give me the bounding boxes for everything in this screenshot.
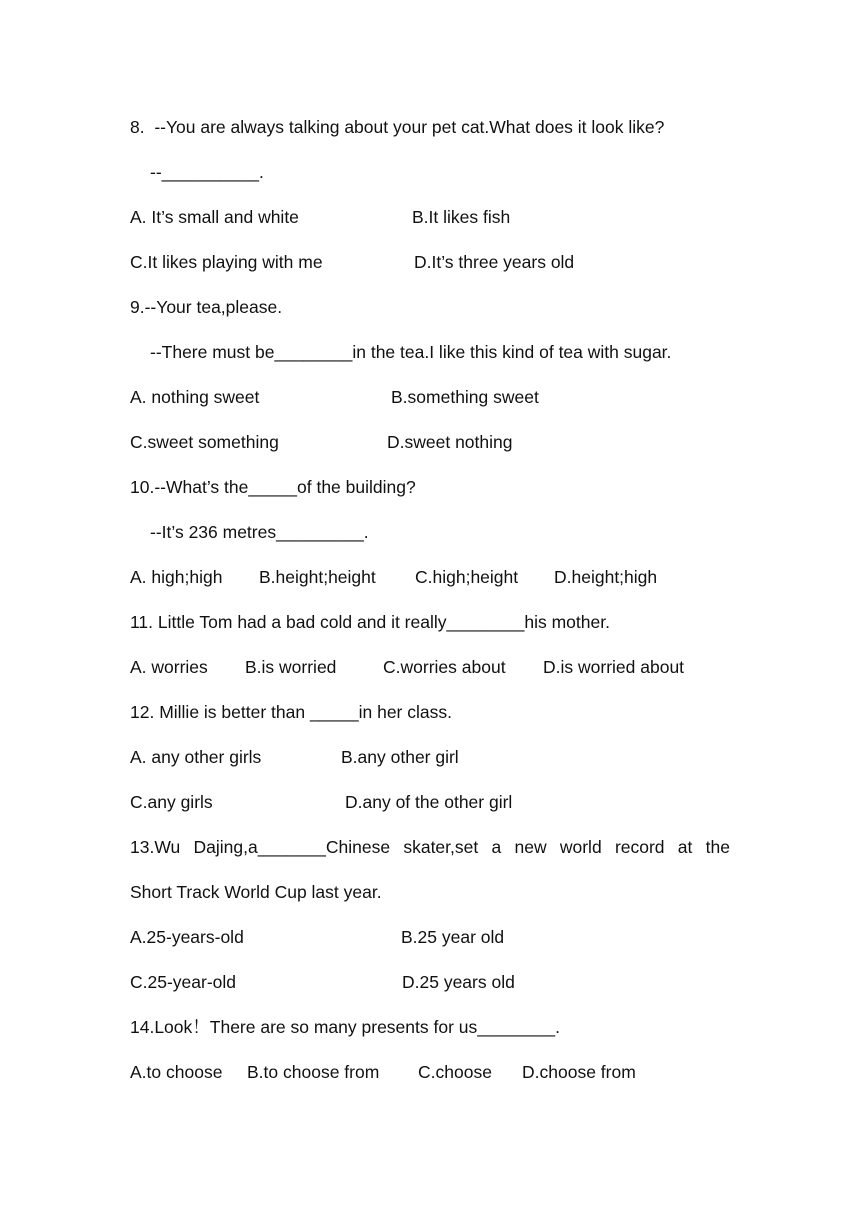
question-9-option-c: C.sweet something (130, 432, 279, 452)
question-8-stem: 8. --You are always talking about your pet cat.What does it look like? (130, 117, 665, 137)
question-14-option-b: B.to choose from (247, 1062, 380, 1082)
question-8-option-c: C.It likes playing with me (130, 252, 323, 272)
question-11-option-d: D.is worried about (543, 657, 685, 677)
question-14-option-d: D.choose from (522, 1062, 636, 1082)
question-11-stem: 11. Little Tom had a bad cold and it really________his mother. (130, 612, 610, 632)
question-13-option-b: B.25 year old (401, 927, 505, 947)
question-10-stem: 10.--What’s the_____of the building? (130, 477, 416, 497)
question-10-option-a: A. high;high (130, 567, 223, 587)
question-12-option-d: D.any of the other girl (345, 792, 513, 812)
question-14-stem: 14.Look！There are so many presents for us________. (130, 1017, 560, 1037)
question-11-option-c: C.worries about (383, 657, 506, 677)
question-14-option-a: A.to choose (130, 1062, 223, 1082)
question-8-reply: --__________. (150, 162, 264, 182)
question-11-option-a: A. worries (130, 657, 208, 677)
question-8-option-b: B.It likes fish (412, 207, 511, 227)
question-14-option-c: C.choose (418, 1062, 492, 1082)
question-13-stem-line-2: Short Track World Cup last year. (130, 882, 382, 902)
question-13-option-a: A.25-years-old (130, 927, 244, 947)
question-13-stem-line-1: 13.Wu Dajing,a_______Chinese skater,set a new world record at the (130, 837, 730, 857)
question-12-option-a: A. any other girls (130, 747, 262, 767)
question-13-option-d: D.25 years old (402, 972, 515, 992)
question-9-option-a: A. nothing sweet (130, 387, 260, 407)
question-8-option-a: A. It’s small and white (130, 207, 299, 227)
question-12-stem: 12. Millie is better than _____in her class. (130, 702, 452, 722)
question-10-reply: --It’s 236 metres_________. (150, 522, 369, 542)
question-10-option-b: B.height;height (259, 567, 376, 587)
question-9-reply: --There must be________in the tea.I like this kind of tea with sugar. (150, 342, 672, 362)
question-9-option-b: B.something sweet (391, 387, 539, 407)
question-11-option-b: B.is worried (245, 657, 337, 677)
question-9-option-d: D.sweet nothing (387, 432, 513, 452)
question-9-stem: 9.--Your tea,please. (130, 297, 283, 317)
question-12-option-c: C.any girls (130, 792, 213, 812)
question-8-option-d: D.It’s three years old (414, 252, 575, 272)
question-10-option-c: C.high;height (415, 567, 519, 587)
question-13-option-c: C.25-year-old (130, 972, 237, 992)
question-10-option-d: D.height;high (554, 567, 658, 587)
question-12-option-b: B.any other girl (341, 747, 459, 767)
